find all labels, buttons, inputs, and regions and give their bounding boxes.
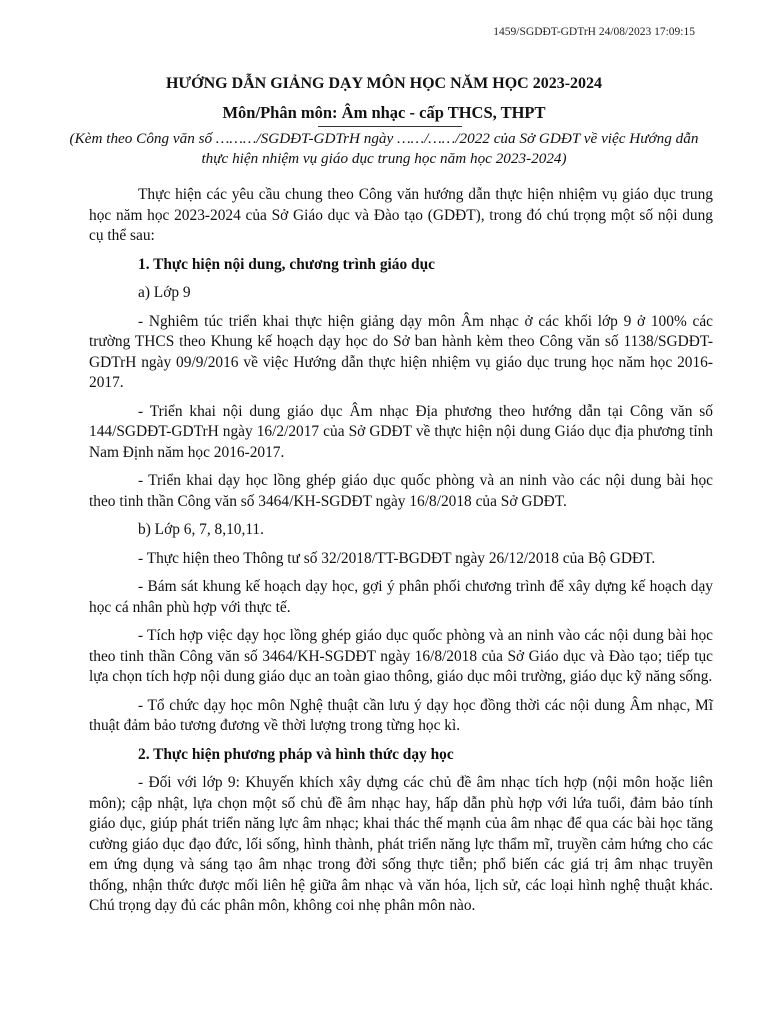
section-1a-item: - Triển khai nội dung giáo dục Âm nhạc Địa phương theo hướng dẫn tại Công văn số 144/SGDĐT-GDTrH ngày 16/2/2017 của Sở GDĐT về thực hiện nội dung Giáo dục địa phương tỉnh Nam Định năm học 2016-2017. <box>89 402 713 461</box>
section-1-heading: 1. Thực hiện nội dung, chương trình giáo dục <box>138 255 435 273</box>
section-1a-item: - Triển khai dạy học lồng ghép giáo dục quốc phòng và an ninh vào các nội dung bài học theo tinh thần Công văn số 3464/KH-SGDĐT ngày 16/8/2018 của Sở GDĐT. <box>89 472 713 510</box>
subject-title: Môn/Phân môn: Âm nhạc - cấp THCS, THPT <box>222 103 546 122</box>
section-1b-item: - Tổ chức dạy học môn Nghệ thuật cần lưu ý dạy học đồng thời các nội dung Âm nhạc, Mĩ thuật đảm bảo tương đương về thời lượng trong từng học kì. <box>89 696 713 734</box>
document-subtitle: (Kèm theo Công văn số ………/SGDĐT-GDTrH ngày ……/……/2022 của Sở GDĐT về việc Hướng dẫn thực hiện nhiệm vụ giáo dục trung học năm học 2023-2024) <box>69 130 699 167</box>
section-1b-label: b) Lớp 6, 7, 8,10,11. <box>138 521 264 538</box>
section-1b-item: - Thực hiện theo Thông tư số 32/2018/TT-BGDĐT ngày 26/12/2018 của Bộ GDĐT. <box>138 549 656 567</box>
section-1a-item: - Nghiêm túc triển khai thực hiện giảng dạy môn Âm nhạc ở các khối lớp 9 ở 100% các trường THCS theo Khung kế hoạch dạy học do Sở ban hành kèm theo Công văn số 1138/SGDĐT-GDTrH ngày 09/9/2016 về việc Hướng dẫn thực hiện nhiệm vụ giáo dục trung học năm học 2016-2017. <box>89 312 713 391</box>
section-2-item: - Đối với lớp 9: Khuyến khích xây dựng các chủ đề âm nhạc tích hợp (nội môn hoặc liên môn); cập nhật, lựa chọn một số chủ đề âm nhạc hay, hấp dẫn phù hợp với lứa tuổi, đảm bảo tính giáo dục, giúp phát triển năng lực âm nhạc; khai thác thế mạnh của âm nhạc để qua các bài học tăng cường giáo dục đạo đức, lối sống, hình thành, phát triển năng lực thẩm mĩ, truyền cảm hứng cho các em ứng dụng và sáng tạo âm nhạc trong đời sống thực tiễn; phổ biến các giá trị âm nhạc truyền thống, nhận thức được mối liên hệ giữa âm nhạc và văn hóa, lịch sử, các loại hình nghệ thuật khác. Chú trọng dạy đủ các phân môn, không coi nhẹ phân môn nào. <box>89 774 713 914</box>
section-1b-item: - Tích hợp việc dạy học lồng ghép giáo dục quốc phòng và an ninh vào các nội dung bài học theo tinh thần Công văn số 3464/KH-SGDĐT ngày 16/8/2018 của Sở Giáo dục và Đào tạo; tiếp tục lựa chọn tích hợp nội dung giáo dục an toàn giao thông, giáo dục môi trường, giáo dục kỹ năng sống. <box>89 627 713 685</box>
title-underline <box>318 126 462 127</box>
document-body <box>89 185 713 917</box>
section-1b-item: - Bám sát khung kế hoạch dạy học, gợi ý phân phối chương trình để xây dựng kế hoạch dạy học cá nhân phù hợp với thực tế. <box>89 578 713 616</box>
intro-paragraph: Thực hiện các yêu cầu chung theo Công văn hướng dẫn thực hiện nhiệm vụ giáo dục trung học năm học 2023-2024 của Sở Giáo dục và Đào tạo (GDĐT), trong đó chú trọng một số nội dung cụ thể sau: <box>89 186 713 244</box>
section-1a-label: a) Lớp 9 <box>138 284 191 301</box>
section-2-heading: 2. Thực hiện phương pháp và hình thức dạy học <box>138 745 454 763</box>
document-title: HƯỚNG DẪN GIẢNG DẠY MÔN HỌC NĂM HỌC 2023-2024 <box>165 75 603 92</box>
document-reference-stamp: 1459/SGDĐT-GDTrH 24/08/2023 17:09:15 <box>493 26 695 38</box>
